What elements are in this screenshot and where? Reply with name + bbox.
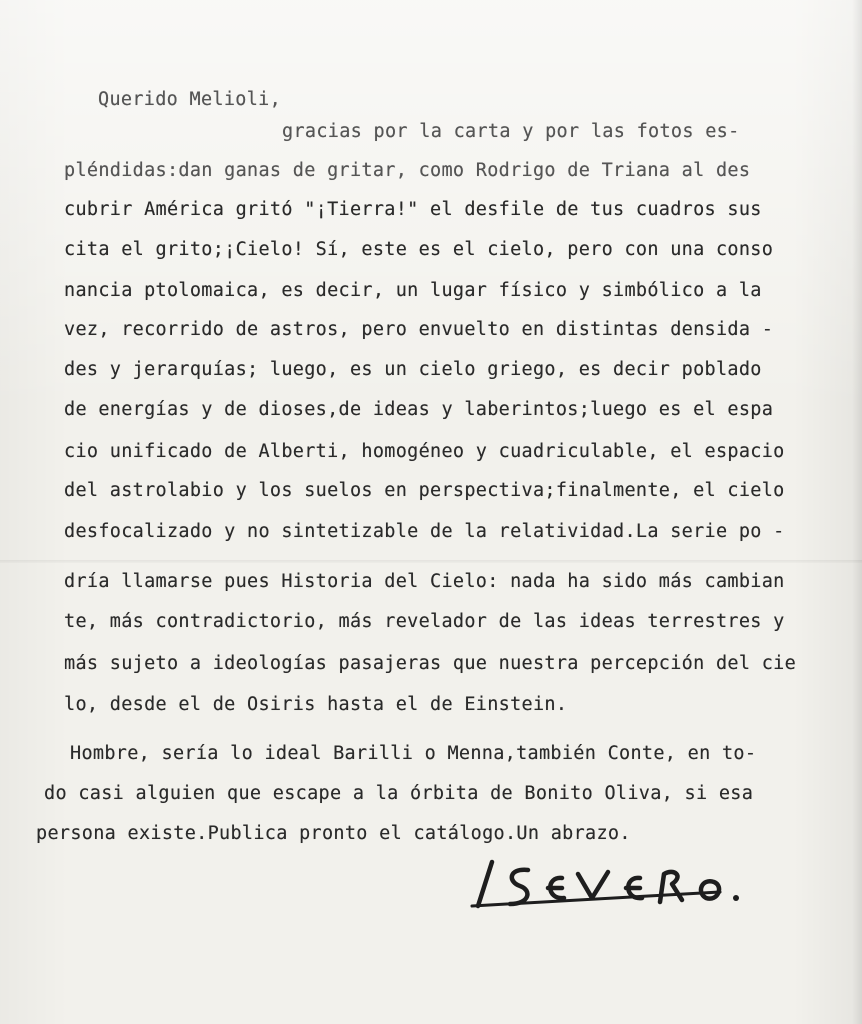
letter-line: do casi alguien que escape a la órbita de Bonito Oliva, si esa <box>44 783 754 804</box>
handwritten-signature <box>470 848 770 918</box>
letter-line: nancia ptolomaica, es decir, un lugar físico y simbólico a la <box>64 280 762 301</box>
letter-line: vez, recorrido de astros, pero envuelto en distintas densida - <box>64 319 774 340</box>
letter-line: des y jerarquías; luego, es un cielo griego, es decir poblado <box>64 359 762 380</box>
letter-line: lo, desde el de Osiris hasta el de Einstein. <box>64 694 568 715</box>
letter-line: Hombre, sería lo ideal Barilli o Menna,también Conte, en to- <box>70 743 757 764</box>
salutation: Querido Melioli, <box>98 89 282 110</box>
letter-line: pléndidas:dan ganas de gritar, como Rodrigo de Triana al des <box>64 160 751 181</box>
paper-fold <box>0 560 862 563</box>
letter-line: persona existe.Publica pronto el catálogo.Un abrazo. <box>36 823 631 844</box>
letter-line: dría llamarse pues Historia del Cielo: nada ha sido más cambian <box>64 571 785 592</box>
letter-line: gracias por la carta y por las fotos es- <box>282 121 740 142</box>
letter-line: cubrir América gritó "¡Tierra!" el desfile de tus cuadros sus <box>64 199 762 220</box>
letter-line: del astrolabio y los suelos en perspectiva;finalmente, el cielo <box>64 480 785 501</box>
paper-edge <box>852 0 862 1024</box>
letter-line: desfocalizado y no sintetizable de la relatividad.La serie po - <box>64 521 785 542</box>
letter-line: cita el grito;¡Cielo! Sí, este es el cielo, pero con una conso <box>64 239 774 260</box>
letter-line: te, más contradictorio, más revelador de las ideas terrestres y <box>64 611 785 632</box>
letter-line: más sujeto a ideologías pasajeras que nuestra percepción del cie <box>64 653 797 674</box>
letter-line: cio unificado de Alberti, homogéneo y cuadriculable, el espacio <box>64 441 785 462</box>
letter-line: de energías y de dioses,de ideas y laberintos;luego es el espa <box>64 399 774 420</box>
